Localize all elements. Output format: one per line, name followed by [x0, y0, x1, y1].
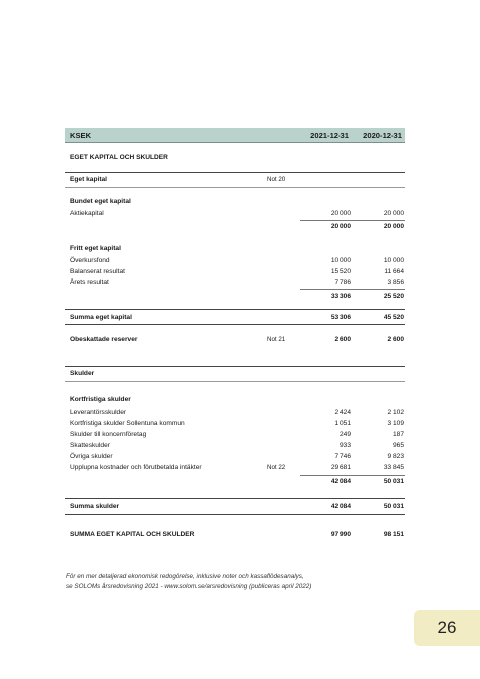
- equity-total-row: Summa eget kapital 53 306 45 520: [70, 314, 404, 321]
- subsection-heading: Kortfristiga skulder: [70, 396, 131, 403]
- table-row: Årets resultat 7 786 3 856: [70, 279, 404, 286]
- grand-total-row: SUMMA EGET KAPITAL OCH SKULDER 97 990 98 151: [70, 531, 404, 538]
- subtotal-line: [300, 475, 405, 476]
- table-row: Skulder till koncernföretag 249 187: [70, 431, 404, 438]
- table-row: Överkursfond 10 000 10 000: [70, 257, 404, 264]
- footnote: [66, 572, 396, 592]
- col1-header: 2021-12-31: [310, 131, 349, 140]
- divider: [65, 187, 405, 188]
- section-title: EGET KAPITAL OCH SKULDER: [70, 154, 168, 161]
- divider: [65, 366, 405, 367]
- table-row: Balanserat resultat 15 520 11 664: [70, 268, 404, 275]
- note-ref: Not 20: [267, 176, 286, 183]
- subtotal-row: 33 306 25 520: [330, 293, 404, 300]
- untaxed-reserves-row: Obeskattade reserver Not 21 2 600 2 600: [70, 336, 404, 343]
- note-ref: Not 21: [267, 336, 286, 343]
- table-row: Kortfristiga skulder Sollentuna kommun 1 051 3 109: [70, 420, 404, 427]
- divider: [65, 381, 405, 382]
- table-row: Aktiekapital 20 000 20 000: [70, 210, 404, 217]
- subsection-heading: Fritt eget kapital: [70, 245, 121, 252]
- subsection-heading: Bundet eget kapital: [70, 198, 131, 205]
- footnote-line: För en mer detaljerad ekonomisk redogörelse, inklusive noter och kassaflödesanalys,: [66, 573, 304, 580]
- divider: [65, 172, 405, 173]
- liabilities-heading-row: Skulder: [70, 370, 95, 377]
- equity-heading-row: Eget kapital Not 20: [70, 176, 286, 183]
- subtotal-line: [300, 220, 405, 221]
- table-row: Skatteskulder 933 965: [70, 442, 404, 449]
- liabilities-total-row: Summa skulder 42 084 50 031: [70, 503, 404, 510]
- unit-label: KSEK: [70, 131, 92, 140]
- note-ref: Not 22: [267, 464, 286, 471]
- divider: [65, 309, 405, 310]
- table-row: Övriga skulder 7 746 9 823: [70, 453, 404, 460]
- footnote-line: se SOLOMs årsredovisning 2021 - www.solom.se/arsredovisning (publiceras april 2022): [66, 583, 312, 590]
- subtotal-line: [300, 289, 405, 290]
- subtotal-row: 42 084 50 031: [330, 478, 404, 485]
- page-number: 26: [414, 610, 480, 646]
- subtotal-row: 20 000 20 000: [330, 223, 404, 230]
- divider: [65, 324, 405, 325]
- table-row: Leverantörsskulder 2 424 2 102: [70, 409, 404, 416]
- divider: [65, 498, 405, 499]
- col2-header: 2020-12-31: [363, 131, 402, 140]
- divider: [65, 514, 405, 515]
- table-row: Upplupna kostnader och förutbetalda intäkter Not 22 29 681 33 845: [70, 464, 404, 471]
- table-header: [65, 128, 405, 143]
